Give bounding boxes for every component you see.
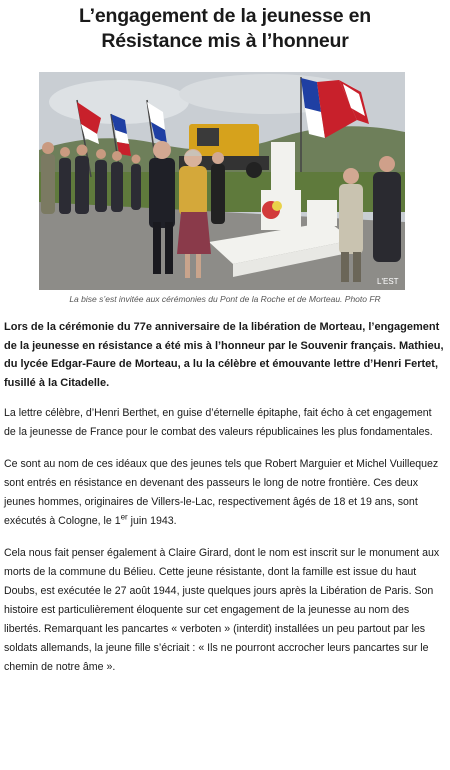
ordinal-suffix: er (120, 512, 128, 522)
ceremony-photo (39, 72, 405, 290)
article-title (0, 4, 450, 54)
article-body (4, 318, 444, 690)
article-lead: Lors de la cérémonie du 77e anniversaire de la libération de Morteau, l’engagement de la jeunesse en résistance a été mis à l’honneur par le Souvenir français. Mathieu, du lycée Edgar-Faure de Morteau, a lu la célèbre et émouvante lettre d’Henri Fertet, fusillé à la Citadelle. (4, 321, 444, 389)
photo-watermark: L'EST (377, 277, 399, 286)
title-line-2: Résistance mis à l’honneur (101, 30, 349, 52)
paragraph-2 (4, 455, 444, 531)
paragraph-2-text: Ce sont au nom de ces idéaux que des jeunes tels que Robert Marguier et Michel Vuillequez sont entrés en résistance en devenant des passeurs le long de notre frontière. Ces deux jeunes hommes, originaires de Villers-le-Lac, respectivement âgés de 18 et 19 ans, sont exécutés à Cologne, le 1 (4, 458, 439, 527)
paragraph-3: Cela nous fait penser également à Claire Girard, dont le nom est inscrit sur le monument aux morts de la commune du Bélieu. Cette jeune résistante, dont la famille est issue du haut Doubs, est exécutée le 27 août 1944, juste quelques jours après la Libération de Paris. Son histoire est particulièrement éloquente sur cet engagement de la jeunesse au nom des libertés. Remarquant les pancartes « verboten » (interdit) installées un peu partout par les soldats allemands, la jeune fille s’écriait : « Ils ne pourront accrocher leurs pancartes sur le chemin de notre âme ». (4, 547, 440, 673)
photo-caption: La bise s’est invitée aux cérémonies du Pont de la Roche et de Morteau. Photo FR (69, 294, 381, 304)
paragraph-2-date: juin 1943. (127, 515, 177, 527)
paragraph-1: La lettre célèbre, d’Henri Berthet, en guise d’éternelle épitaphe, fait écho à cet engagement de la jeunesse de France pour le combat des valeurs républicaines les plus fondamentales. (4, 407, 433, 438)
cloud (49, 80, 189, 124)
ceremony-illustration (39, 72, 405, 290)
title-line-1: L’engagement de la jeunesse en (78, 5, 372, 27)
